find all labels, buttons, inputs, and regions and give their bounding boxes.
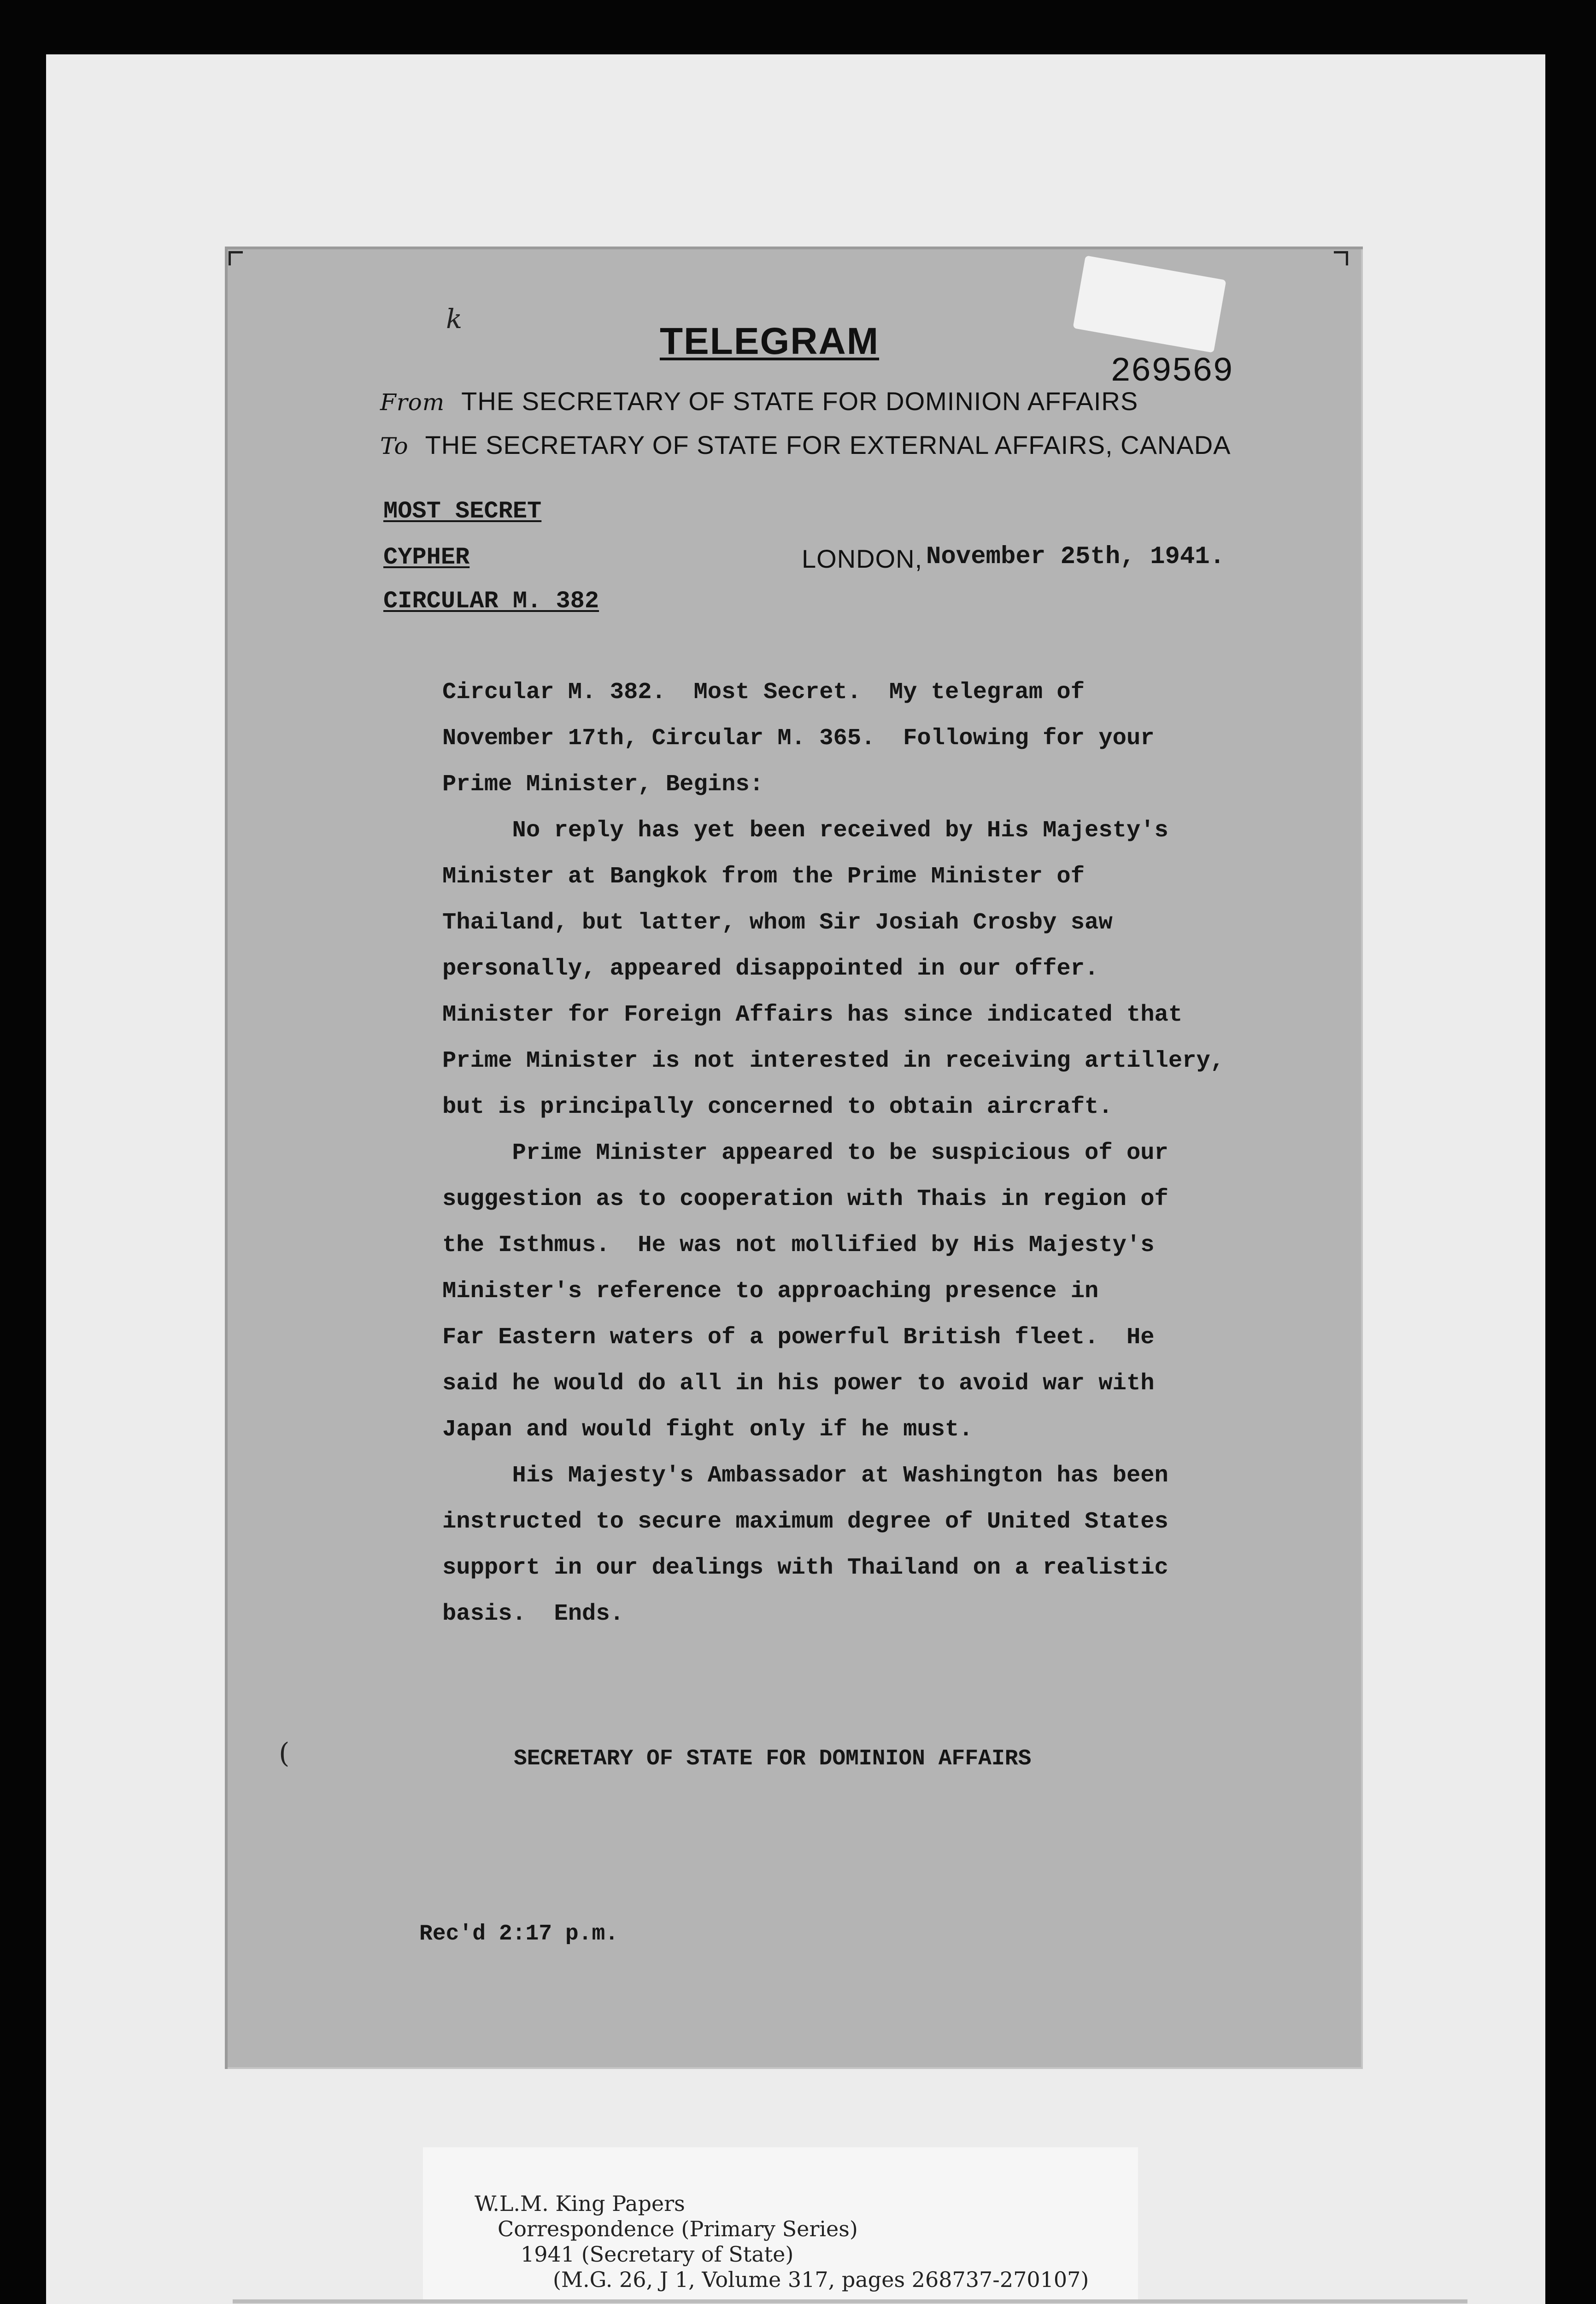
to-line (380, 430, 1231, 460)
classification-most-secret: MOST SECRET (383, 498, 542, 525)
to-value: THE SECRETARY OF STATE FOR EXTERNAL AFFAIRS, CANADA (425, 430, 1231, 459)
body-line: His Majesty's Ambassador at Washington has been (442, 1463, 1168, 1489)
received-time: Rec'd 2:17 p.m. (419, 1922, 619, 1946)
handwritten-mark: k (446, 303, 463, 335)
body-line: but is principally concerned to obtain aircraft. (442, 1094, 1113, 1120)
place-label: LONDON, (802, 544, 923, 573)
index-card-line: Correspondence (Primary Series) (498, 2216, 858, 2241)
edge-smudge: ( (279, 1737, 290, 1769)
corner-mark-top-left (229, 251, 243, 265)
from-value: THE SECRETARY OF STATE FOR DOMINION AFFAIRS (461, 387, 1138, 416)
body-line: basis. Ends. (442, 1601, 624, 1627)
body-line: Prime Minister appeared to be suspicious of our (442, 1140, 1168, 1166)
body-line: Minister for Foreign Affairs has since indicated that (442, 1002, 1183, 1028)
from-line (380, 386, 1138, 416)
signature-line: SECRETARY OF STATE FOR DOMINION AFFAIRS (514, 1746, 1032, 1771)
body-line: No reply has yet been received by His Majesty's (442, 817, 1168, 844)
archive-stamp-card (233, 2299, 1467, 2304)
body-line: Prime Minister is not interested in receiving artillery, (442, 1048, 1225, 1074)
classification-cypher: CYPHER (383, 544, 470, 571)
body-line: instructed to secure maximum degree of United States (442, 1509, 1168, 1535)
to-label: To (380, 433, 409, 459)
classification-circular: CIRCULAR M. 382 (383, 588, 599, 615)
body-line: Minister at Bangkok from the Prime Minister of (442, 864, 1085, 890)
body-line: Far Eastern waters of a powerful British fleet. He (442, 1324, 1155, 1351)
body-line: Prime Minister, Begins: (442, 771, 764, 798)
date-line: November 25th, 1941. (926, 543, 1225, 571)
corner-mark-top-right (1334, 251, 1348, 265)
body-line: support in our dealings with Thailand on a realistic (442, 1555, 1168, 1581)
body-line: personally, appeared disappointed in our offer. (442, 956, 1099, 982)
body-line: Minister's reference to approaching presence in (442, 1278, 1099, 1305)
body-line: Thailand, but latter, whom Sir Josiah Crosby saw (442, 910, 1113, 936)
document-number: 269569 (1110, 353, 1233, 391)
body-line: Circular M. 382. Most Secret. My telegram of (442, 679, 1085, 705)
body-line: said he would do all in his power to avoid war with (442, 1370, 1155, 1397)
body-line: the Isthmus. He was not mollified by His Majesty's (442, 1232, 1155, 1258)
from-label: From (380, 389, 445, 416)
telegram-title: TELEGRAM (659, 320, 880, 362)
index-card-line: W.L.M. King Papers (475, 2191, 685, 2216)
body-line: Japan and would fight only if he must. (442, 1416, 973, 1443)
index-card-line: 1941 (Secretary of State) (521, 2242, 794, 2267)
body-line: suggestion as to cooperation with Thais in region of (442, 1186, 1168, 1212)
body-line: November 17th, Circular M. 365. Following for your (442, 725, 1155, 752)
index-card-line: (M.G. 26, J 1, Volume 317, pages 268737-270107) (553, 2267, 1089, 2292)
